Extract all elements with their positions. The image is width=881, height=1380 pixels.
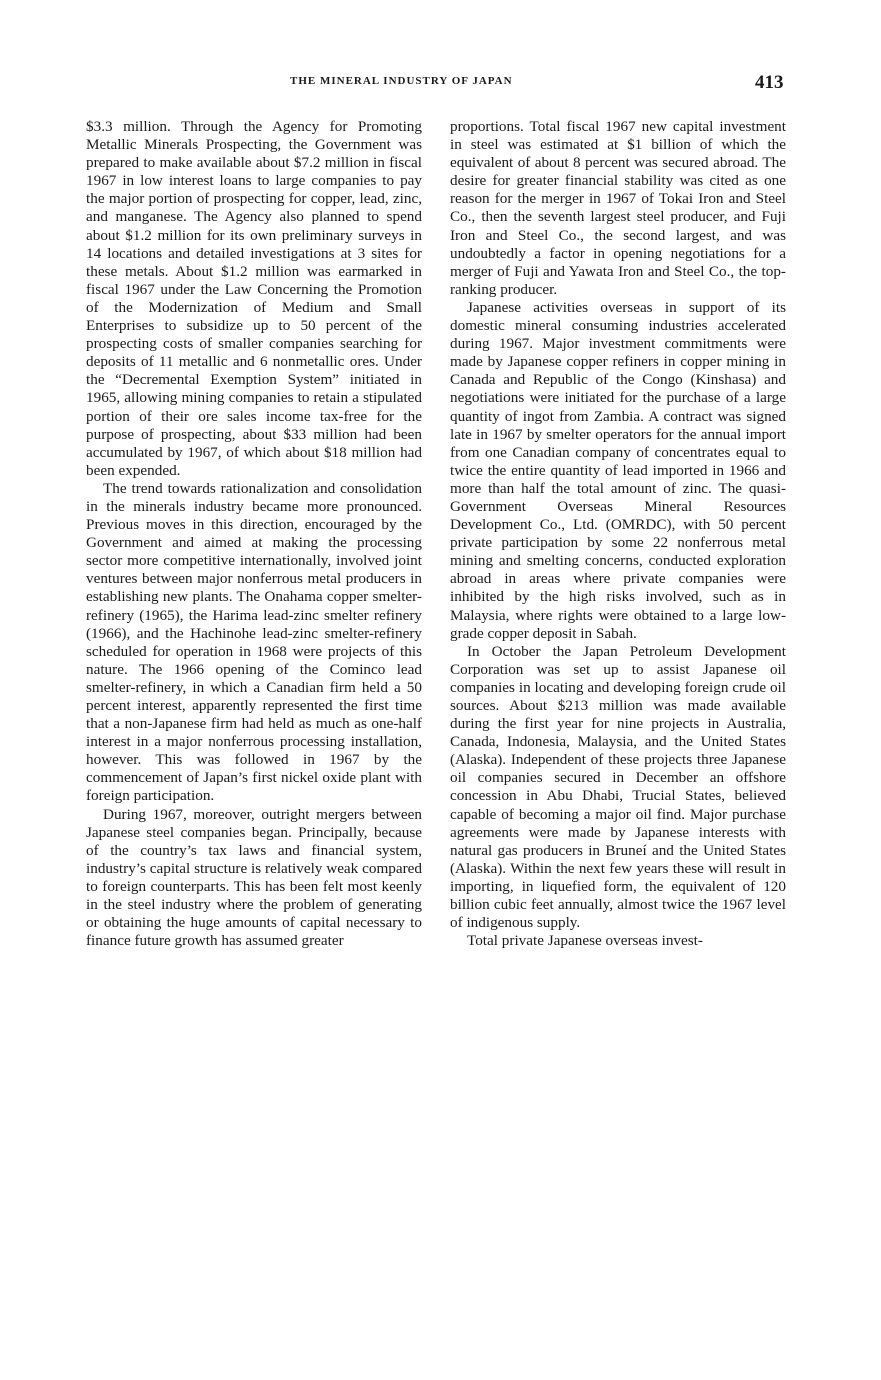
paragraph: Total private Japanese overseas invest-	[467, 932, 703, 950]
paragraph: In October the Japan Petroleum Development Corporation was set up to assist Japanese oil companies in locating and developing foreign crude oil sources. About $213 million was made available during the first year for nine projects in Australia, Canada, Indonesia, Malaysia, and the United States (Alaska). Independent of these projects three Japanese oil companies secured in December an offshore concession in Abu Dhabi, Trucial States, believed capable of becoming a major oil find. Major purchase agreements were made by Japanese interests with natural gas producers in Bruneí and the United States (Alaska). Within the next few years these will result in importing, in liquefied form, the equivalent of 120 billion cubic feet annually, almost twice the 1967 level of indigenous supply.	[450, 642, 786, 932]
page-number: 413	[755, 72, 784, 93]
running-head: THE MINERAL INDUSTRY OF JAPAN	[290, 75, 513, 87]
paragraph: $3.3 million. Through the Agency for Promoting Metallic Minerals Prospecting, the Government was prepared to make available about $7.2 million in fiscal 1967 in low interest loans to large companies to pay the major portion of prospecting for copper, lead, zinc, and manganese. The Agency also planned to spend about $1.2 million for its own preliminary surveys in 14 locations and detailed investigations at 3 sites for these metals. About $1.2 million was earmarked in fiscal 1967 under the Law Concerning the Promotion of the Modernization of Medium and Small Enterprises to subsidize up to 50 percent of the prospecting costs of smaller companies searching for deposits of 11 metallic and 6 nonmetallic ores. Under the “Decremental Exemption System” initiated in 1965, allowing mining companies to retain a stipulated portion of their ore sales income tax-free for the purpose of prospecting, about $33 million had been accumulated by 1967, of which about $18 million had been expended.	[86, 118, 422, 479]
paragraph: proportions. Total fiscal 1967 new capital investment in steel was estimated at $1 billion of which the equivalent of about 8 percent was secured abroad. The desire for greater financial stability was cited as one reason for the merger in 1967 of Tokai Iron and Steel Co., then the seventh largest steel producer, and Fuji Iron and Steel Co., the second largest, and was undoubtedly a factor in opening negotiations for a merger of Fuji and Yawata Iron and Steel Co., the top-ranking producer.	[450, 118, 786, 298]
paragraph: During 1967, moreover, outright mergers between Japanese steel companies began. Principally, because of the country’s tax laws and financial system, industry’s capital structure is relatively weak compared to foreign counterparts. This has been felt most keenly in the steel industry where the problem of generating or obtaining the huge amounts of capital necessary to finance future growth has assumed greater	[86, 805, 422, 950]
left-column	[86, 118, 422, 950]
paragraph: The trend towards rationalization and consolidation in the minerals industry became more pronounced. Previous moves in this direction, encouraged by the Government and aimed at making the processing sector more competitive internationally, involved joint ventures between major nonferrous metal producers in establishing new plants. The Onahama copper smelter-refinery (1965), the Harima lead-zinc smelter refinery (1966), and the Hachinohe lead-zinc smelter-refinery scheduled for operation in 1968 were projects of this nature. The 1966 opening of the Cominco lead smelter-refinery, in which a Canadian firm held a 50 percent interest, apparently represented the first time that a non-Japanese firm had held as much as one-half interest in a major nonferrous processing installation, however. This was followed in 1967 by the commencement of Japan’s first nickel oxide plant with foreign participation.	[86, 479, 422, 805]
right-column	[450, 118, 786, 950]
paragraph: Japanese activities overseas in support of its domestic mineral consuming industries accelerated during 1967. Major investment commitments were made by Japanese copper refiners in copper mining in Canada and Republic of the Congo (Kinshasa) and negotiations were initiated for the purchase of a large quantity of ingot from Zambia. A contract was signed late in 1967 by smelter operators for the annual import from one Canadian company of concentrates equal to twice the entire quantity of lead imported in 1966 and more than half the total amount of zinc. The quasi-Government Overseas Mineral Resources Development Co., Ltd. (OMRDC), with 50 percent private participation by some 22 nonferrous metal mining and smelting concerns, conducted exploration abroad in areas where private companies were inhibited by the high risks involved, such as in Malaysia, where rights were obtained to a large low-grade copper deposit in Sabah.	[450, 298, 786, 642]
